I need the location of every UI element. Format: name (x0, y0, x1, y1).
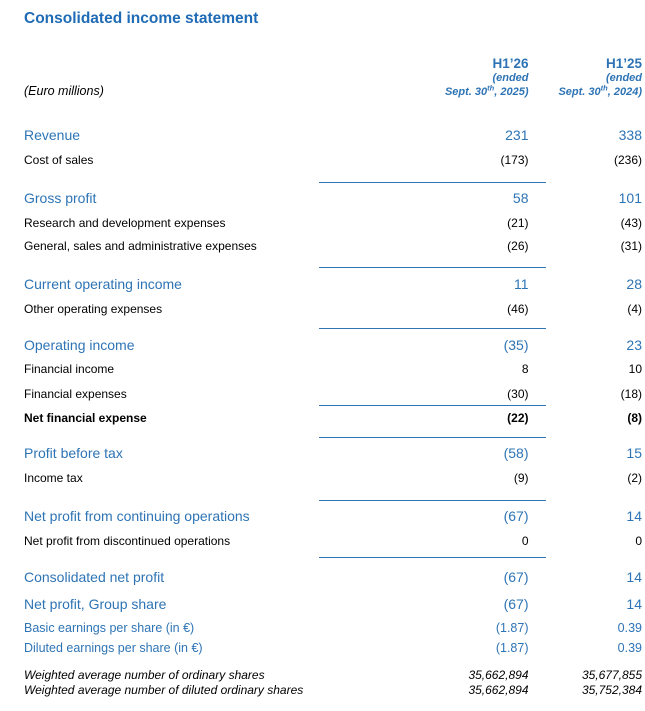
row-label: Other operating expenses (24, 302, 163, 316)
value-h125: 0.39 (617, 621, 642, 635)
value-h126: 8 (521, 362, 529, 376)
row-net-profit-continuing (24, 508, 645, 525)
row-label: Weighted average number of ordinary shares (24, 668, 265, 682)
row-wavg-diluted-shares (24, 683, 645, 698)
value-h125: 35,677,855 (581, 668, 642, 682)
row-net-profit-group-share (24, 596, 645, 613)
row-label: Current operating income (24, 276, 182, 292)
value-h126: (67) (503, 596, 529, 612)
value-h126: (35) (503, 337, 529, 353)
row-label: Consolidated net profit (24, 569, 165, 585)
row-label: Diluted earnings per share (in €) (24, 641, 203, 655)
table-header (24, 56, 645, 100)
row-cost-of-sales (24, 153, 645, 167)
row-label: General, sales and administrative expenses (24, 239, 257, 253)
date-label: Sept. 30th, 2025) (444, 83, 529, 98)
divider-line (319, 405, 546, 406)
row-label: Net financial expense (24, 411, 147, 425)
divider-line (319, 267, 546, 268)
row-wavg-ordinary-shares (24, 668, 645, 683)
value-h125: 14 (626, 508, 642, 524)
value-h125: (236) (613, 153, 642, 167)
row-consolidated-net-profit (24, 569, 645, 586)
value-h126: (26) (507, 239, 529, 253)
value-h125: 35,752,384 (581, 683, 642, 697)
divider-line (319, 437, 546, 438)
value-h125: 0 (635, 534, 642, 548)
row-label: Gross profit (24, 190, 97, 206)
row-gsa-expenses (24, 239, 645, 253)
row-diluted-eps (24, 641, 645, 656)
unit-note: (Euro millions) (24, 84, 104, 98)
row-gross-profit (24, 190, 645, 207)
row-net-financial-expense (24, 411, 645, 425)
row-revenue (24, 127, 645, 144)
ended-label: (ended (605, 72, 642, 84)
value-h125: 15 (626, 445, 642, 461)
row-label: Financial expenses (24, 387, 127, 401)
value-h125: (8) (627, 411, 642, 425)
row-profit-before-tax (24, 445, 645, 462)
date-label: Sept. 30th, 2024) (558, 83, 642, 98)
value-h125: 338 (618, 127, 642, 143)
row-income-tax (24, 471, 645, 485)
value-h125: (18) (620, 387, 642, 401)
row-basic-eps (24, 621, 645, 636)
period-label: H1’26 (492, 56, 529, 71)
value-h126: 35,662,894 (468, 683, 529, 697)
value-h125: (4) (627, 302, 642, 316)
column-header-h126 (418, 56, 532, 100)
column-header-h125 (532, 56, 645, 100)
row-label: Profit before tax (24, 445, 123, 461)
value-h125: 10 (628, 362, 642, 376)
value-h126: (67) (503, 569, 529, 585)
value-h126: (1.87) (495, 641, 529, 655)
divider-line (319, 500, 546, 501)
row-label: Net profit, Group share (24, 596, 167, 612)
row-other-operating-expenses (24, 302, 645, 316)
row-label: Research and development expenses (24, 216, 226, 230)
row-label: Basic earnings per share (in €) (24, 621, 195, 635)
value-h126: 11 (513, 276, 529, 292)
value-h126: 0 (521, 534, 529, 548)
row-label: Net profit from continuing operations (24, 508, 250, 524)
ended-label: (ended (492, 72, 529, 84)
row-label: Operating income (24, 337, 135, 353)
value-h125: 14 (626, 569, 642, 585)
row-label: Cost of sales (24, 153, 94, 167)
divider-line (319, 182, 546, 183)
row-label: Revenue (24, 127, 81, 143)
divider-line (319, 328, 546, 329)
value-h126: 231 (505, 127, 529, 143)
value-h126: (67) (503, 508, 529, 524)
row-rd-expenses (24, 216, 645, 230)
value-h126: (46) (507, 302, 529, 316)
row-financial-expenses (24, 387, 645, 401)
row-label: Financial income (24, 362, 115, 376)
value-h125: (31) (620, 239, 642, 253)
value-h126: (173) (500, 153, 529, 167)
row-financial-income (24, 362, 645, 376)
value-h126: 58 (512, 190, 529, 206)
value-h126: (58) (503, 445, 529, 461)
value-h126: (9) (513, 471, 529, 485)
value-h126: (1.87) (495, 621, 529, 635)
row-operating-income (24, 337, 645, 354)
value-h126: (30) (507, 387, 529, 401)
period-label: H1’25 (605, 56, 642, 71)
value-h126: (21) (507, 216, 529, 230)
value-h125: 14 (626, 596, 642, 612)
row-current-operating-income (24, 276, 645, 293)
header-columns (418, 56, 645, 100)
value-h125: 23 (626, 337, 642, 353)
value-h125: 101 (618, 190, 642, 206)
divider-line (319, 557, 546, 558)
value-h125: (2) (627, 471, 642, 485)
value-h126: 35,662,894 (468, 668, 529, 682)
value-h126: (22) (507, 411, 529, 425)
page-title: Consolidated income statement (24, 10, 259, 27)
row-label: Income tax (24, 471, 83, 485)
row-label: Net profit from discontinued operations (24, 534, 231, 548)
value-h125: 28 (626, 276, 642, 292)
value-h125: (43) (620, 216, 642, 230)
value-h125: 0.39 (617, 641, 642, 655)
row-net-profit-discontinued (24, 534, 645, 548)
row-label: Weighted average number of diluted ordinary shares (24, 683, 304, 697)
